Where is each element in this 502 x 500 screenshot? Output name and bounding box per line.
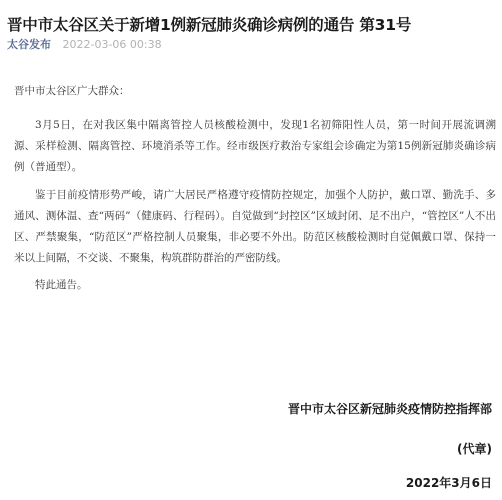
notice-paragraph: 鉴于目前疫情形势严峻，请广大居民严格遵守疫情防控规定，加强个人防护，戴口罩、勤洗手、多通风、测体温、查“两码”（健康码、行程码）。自觉做到“封控区”区域封闭、足不出户，“管控区”人不出区、严禁聚集，“防范区”严格控制人员聚集，非必要不外出。防范区核酸检测时自觉佩戴口罩、保持一米以上间隔，不交谈、不聚集，构筑群防群治的严密防线。 [14, 189, 496, 264]
signature-organization: 晋中市太谷区新冠肺炎疫情防控指挥部 [287, 402, 492, 416]
notice-closing: 特此通告。 [35, 279, 88, 291]
notice-body [14, 82, 496, 294]
article-title: 晋中市太谷区关于新增1例新冠肺炎确诊病例的通告 第31号 [7, 16, 412, 35]
publish-time: 2022-03-06 00:38 [62, 38, 162, 51]
notice-salutation: 晋中市太谷区广大群众： [14, 85, 130, 97]
account-name-link[interactable]: 太谷发布 [7, 38, 51, 51]
signature-date: 2022年3月6日 [405, 476, 492, 490]
signature-proxy-seal: (代章) [457, 442, 492, 456]
article-meta [7, 37, 162, 53]
notice-paragraph: 3月5日，在对我区集中隔离管控人员核酸检测中，发现1名初筛阳性人员，第一时间开展流调溯源、采样检测、隔离管控、环境消杀等工作。经市级医疗救治专家组会诊确定为第15例新冠肺炎确诊病例（普通型）。 [14, 119, 496, 173]
